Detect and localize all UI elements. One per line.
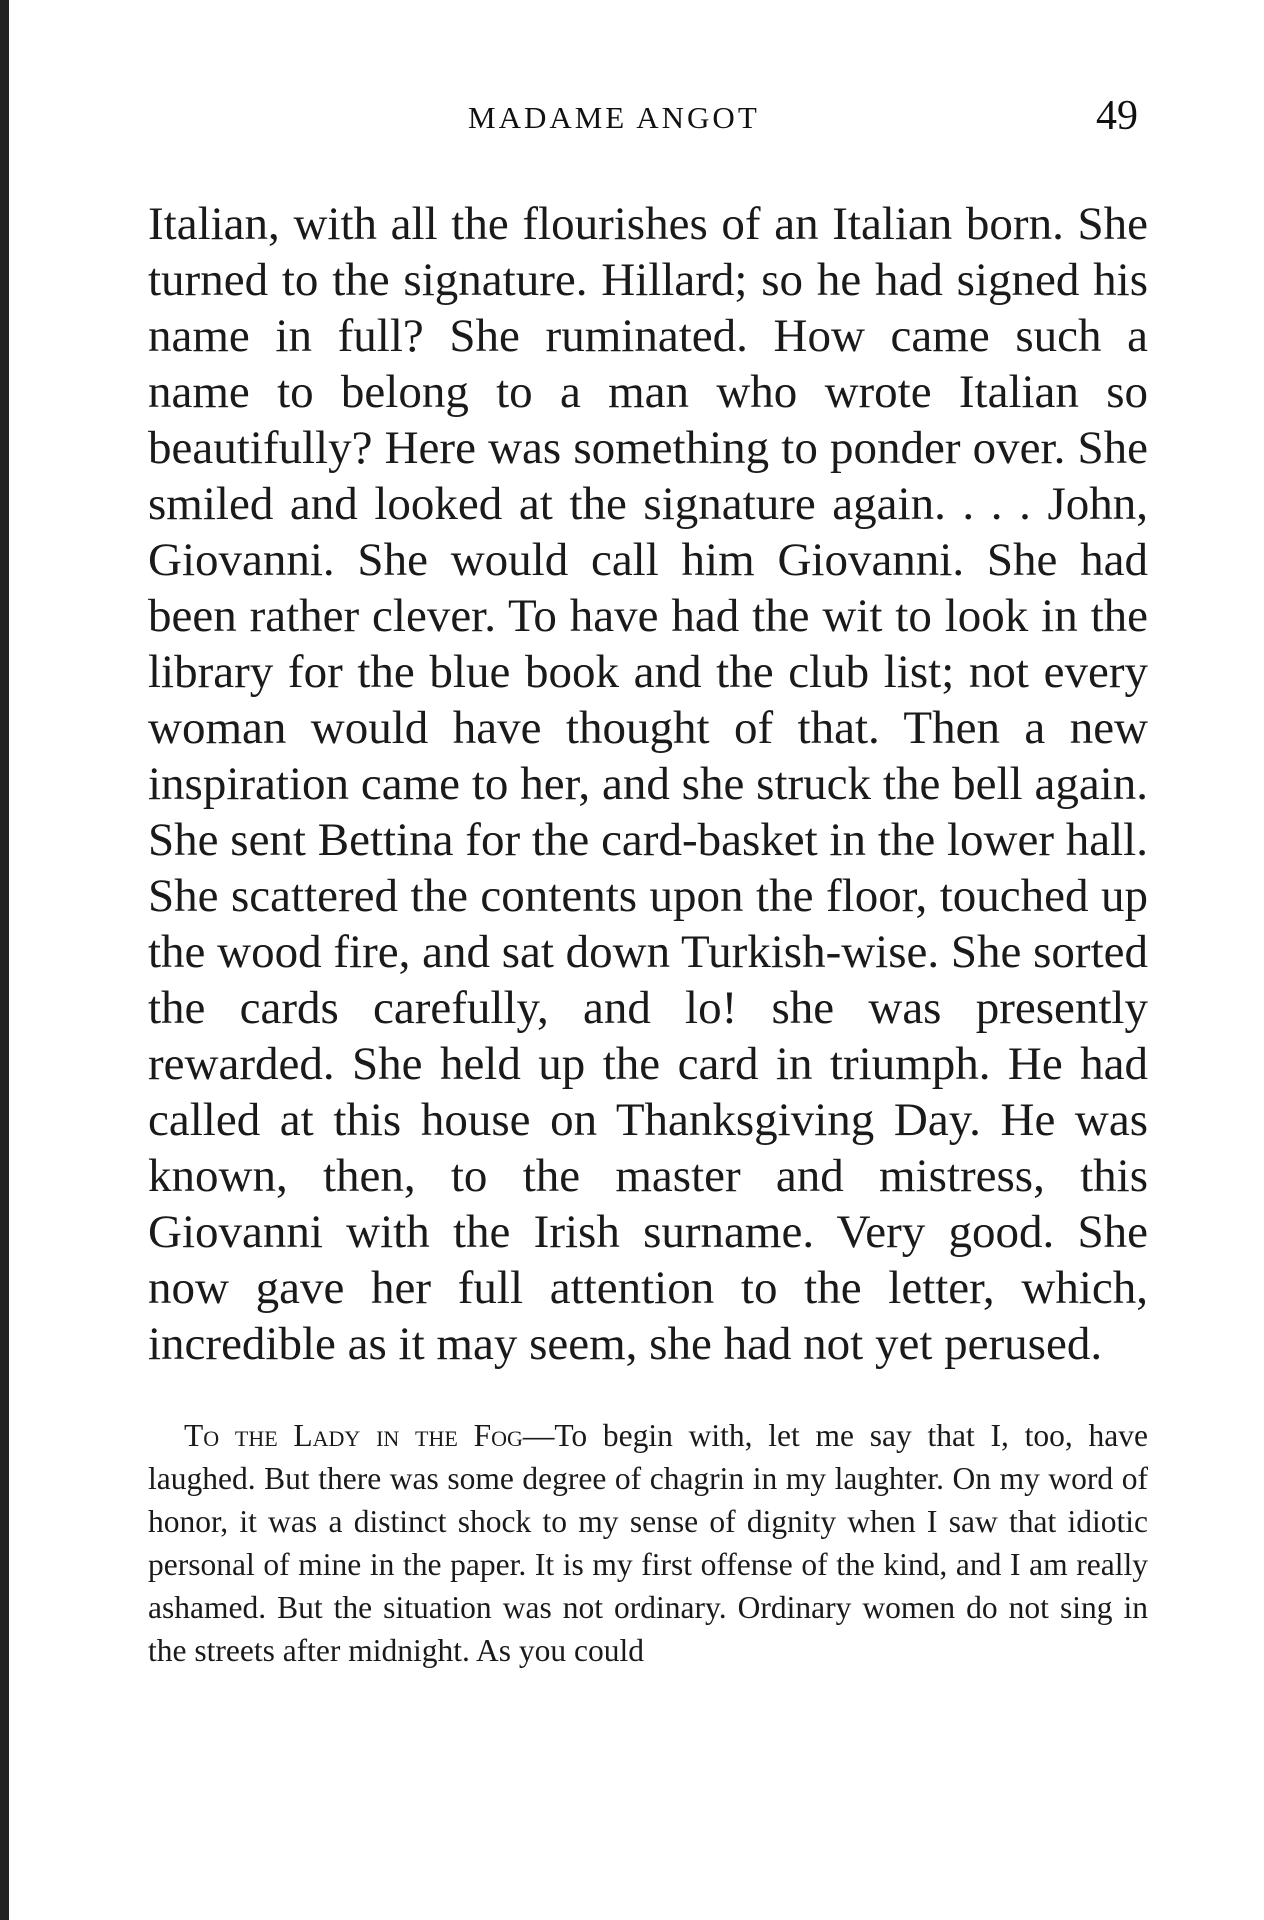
running-title: MADAME ANGOT [468, 100, 760, 135]
running-head [148, 92, 1148, 162]
letter-salutation: To the Lady in the Fog [184, 1418, 523, 1453]
letter-excerpt [148, 1414, 1148, 1672]
letter-text: —To begin with, let me say that I, too, have laughed. But there was some degree of chagrin in my laughter. On my word of honor, it was a distinct shock to my sense of dignity when I saw that idiotic personal of mine in the paper. It is my first offense of the kind, and I am really ashamed. But the situation was not ordinary. Ordinary women do not sing in the streets after midnight. As you could [148, 1418, 1148, 1668]
body-paragraph: Italian, with all the flourishes of an Italian born. She turned to the signature. Hillard; so he had signed his name in full? She ruminated. How came such a name to belong to a man who wrote Italian so beautifully? Here was something to ponder over. She smiled and looked at the signature again. . . . John, Giovanni. She would call him Giovanni. She had been rather clever. To have had the wit to look in the library for the blue book and the club list; not every woman would have thought of that. Then a new inspiration came to her, and she struck the bell again. She sent Bettina for the card-basket in the lower hall. She scattered the contents upon the floor, touched up the wood fire, and sat down Turkish-wise. She sorted the cards carefully, and lo! she was presently rewarded. She held up the card in triumph. He had called at this house on Thanksgiving Day. He was known, then, to the master and mistress, this Giovanni with the Irish surname. Very good. She now gave her full attention to the letter, which, incredible as it may seem, she had not yet perused. [148, 198, 1148, 1370]
book-page [148, 92, 1148, 1672]
page-number: 49 [1096, 93, 1138, 139]
page-binding-edge [0, 0, 9, 1920]
